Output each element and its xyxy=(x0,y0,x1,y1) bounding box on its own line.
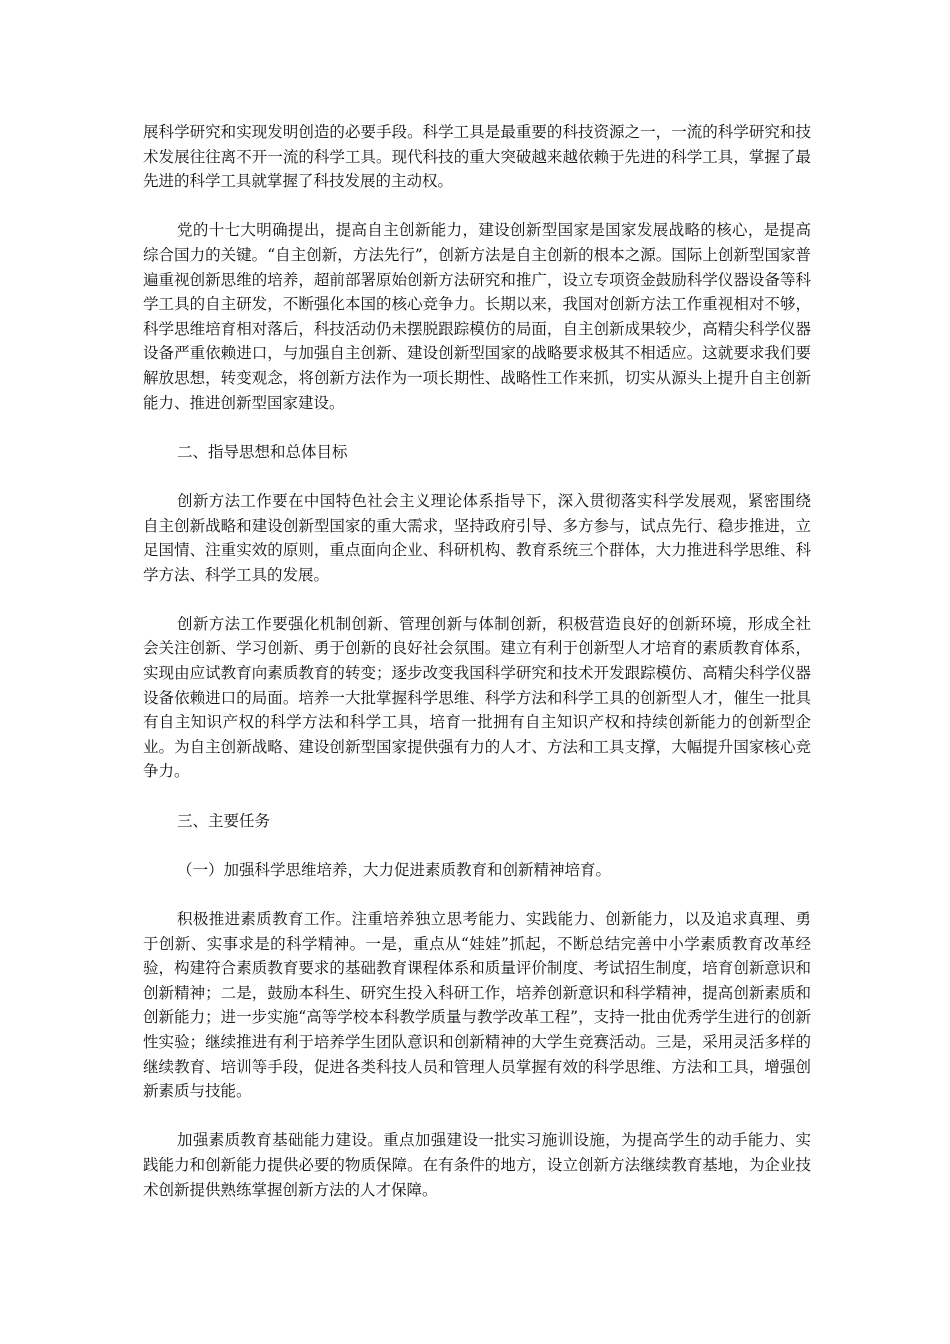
section-heading-guiding-ideas: 二、指导思想和总体目标 xyxy=(177,442,348,461)
paragraph-overall-goals: 创新方法工作要强化机制创新、管理创新与体制创新，积极营造良好的创新环境，形成全社会关注创新、学习创新、勇于创新的良好社会氛围。建立有利于创新型人才培育的素质教育体系，实现由应试教育向素质教育的转变；逐步改变我国科学研究和技术开发跟踪模仿、高精尖科学仪器设备依赖进口的局面。培养一大批掌握科学思维、科学方法和科学工具的创新型人才，催生一批具有自主知识产权的科学方法和科学工具，培育一批拥有自主知识产权和持续创新能力的创新型企业。为自主创新战略、建设创新型国家提供强有力的人才、方法和工具支撑，大幅提升国家核心竞争力。 xyxy=(143,614,811,781)
paragraph-continuation: 展科学研究和实现发明创造的必要手段。科学工具是最重要的科技资源之一，一流的科学研究和技术发展往往离不开一流的科学工具。现代科技的重大突破越来越依赖于先进的科学工具，掌握了最先进的科学工具就掌握了科技发展的主动权。 xyxy=(143,123,811,191)
paragraph-innovation-background: 党的十七大明确提出，提高自主创新能力，建设创新型国家是国家发展战略的核心，是提高综合国力的关键。“自主创新，方法先行”，创新方法是自主创新的根本之源。国际上创新型国家普遍重视创新思维的培养，超前部署原始创新方法研究和推广，设立专项资金鼓励科学仪器设备等科学工具的自主研发，不断强化本国的核心竞争力。长期以来，我国对创新方法工作重视相对不够，科学思维培育相对落后，科技活动仍未摆脱跟踪模仿的局面，自主创新成果较少，高精尖科学仪器设备严重依赖进口，与加强自主创新、建设创新型国家的战略要求极其不相适应。这就要求我们要解放思想，转变观念，将创新方法作为一项长期性、战略性工作来抓，切实从源头上提升自主创新能力、推进创新型国家建设。 xyxy=(143,221,811,412)
subsection-heading-scientific-thinking: （一）加强科学思维培养，大力促进素质教育和创新精神培育。 xyxy=(177,860,612,879)
section-heading-main-tasks: 三、主要任务 xyxy=(177,811,271,830)
paragraph-guiding-principles: 创新方法工作要在中国特色社会主义理论体系指导下，深入贯彻落实科学发展观，紧密围绕自主创新战略和建设创新型国家的重大需求，坚持政府引导、多方参与，试点先行、稳步推进，立足国情、注重实效的原则，重点面向企业、科研机构、教育系统三个群体，大力推进科学思维、科学方法、科学工具的发展。 xyxy=(143,491,811,584)
paragraph-quality-education: 积极推进素质教育工作。注重培养独立思考能力、实践能力、创新能力，以及追求真理、勇于创新、实事求是的科学精神。一是，重点从“娃娃”抓起，不断总结完善中小学素质教育改革经验，构建符合素质教育要求的基础教育课程体系和质量评价制度、考试招生制度，培育创新意识和创新精神；二是，鼓励本科生、研究生投入科研工作，培养创新意识和科学精神，提高创新素质和创新能力；进一步实施“高等学校本科教学质量与教学改革工程”，支持一批由优秀学生进行的创新性实验；继续推进有利于培养学生团队意识和创新精神的大学生竞赛活动。三是，采用灵活多样的继续教育、培训等手段，促进各类科技人员和管理人员掌握有效的科学思维、方法和工具，增强创新素质与技能。 xyxy=(143,910,811,1101)
document-body xyxy=(143,120,811,1227)
paragraph-basic-capacity: 加强素质教育基础能力建设。重点加强建设一批实习施训设施，为提高学生的动手能力、实践能力和创新能力提供必要的物质保障。在有条件的地方，设立创新方法继续教育基地，为企业技术创新提供熟练掌握创新方法的人才保障。 xyxy=(143,1131,811,1199)
